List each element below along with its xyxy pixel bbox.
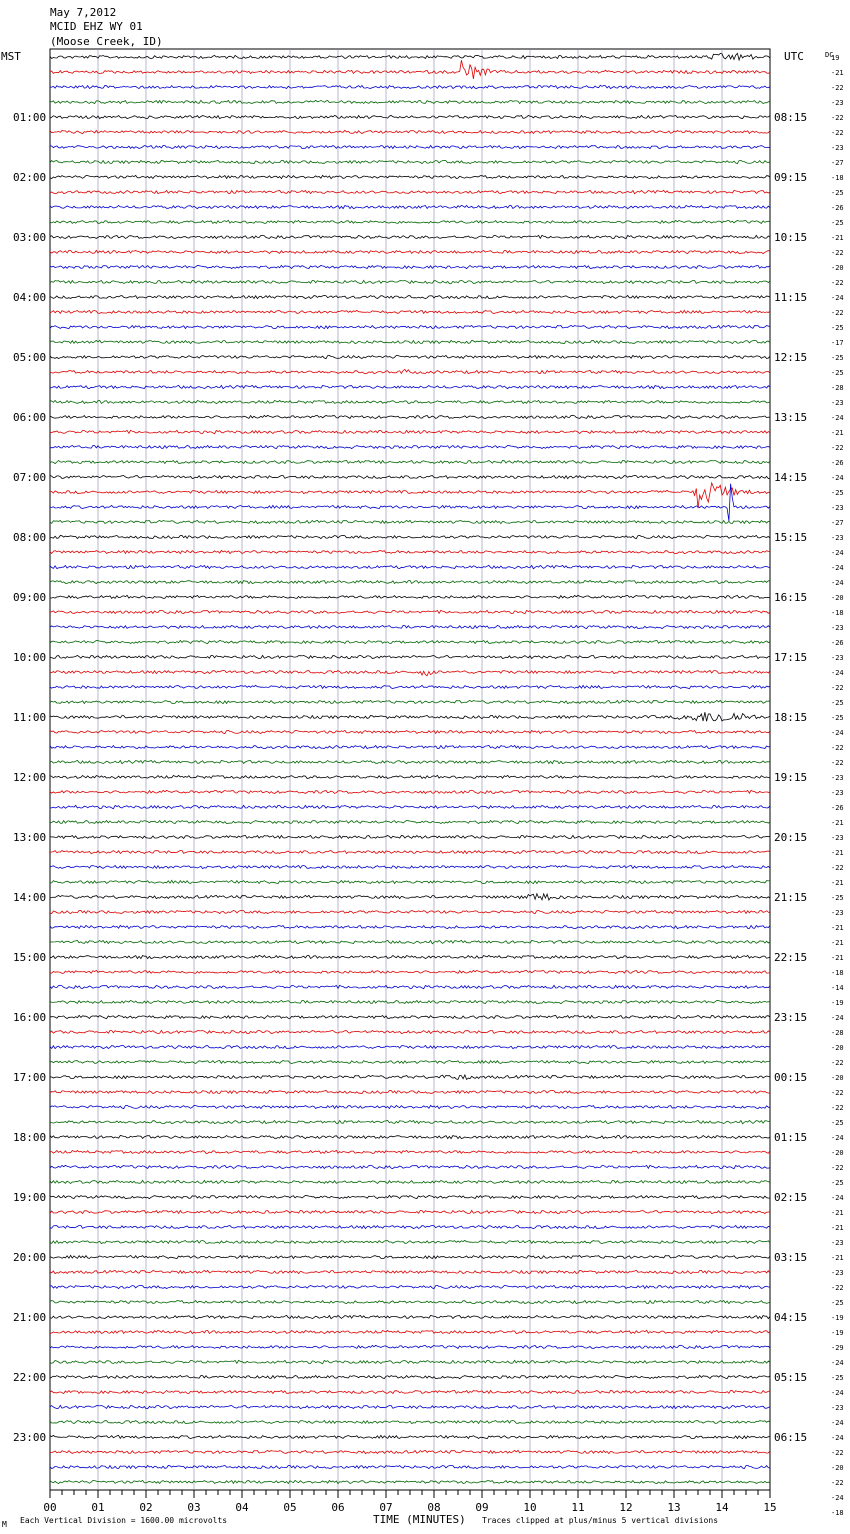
utc-hour-label: 23:15 xyxy=(774,1011,808,1024)
dc-offset-label: -20 xyxy=(831,594,844,602)
trace-15 xyxy=(50,280,770,283)
trace-14 xyxy=(50,265,770,268)
dc-offset-label: -21 xyxy=(831,954,844,962)
trace-65 xyxy=(50,1030,770,1033)
trace-72 xyxy=(50,1135,770,1138)
trace-54 xyxy=(50,865,770,868)
plot-frame xyxy=(50,49,770,1490)
trace-28 xyxy=(50,475,770,478)
utc-hour-label: 04:15 xyxy=(774,1311,808,1324)
dc-offset-label: -24 xyxy=(831,1134,844,1142)
trace-66 xyxy=(50,1046,770,1049)
header-station: MCID EHZ WY 01 xyxy=(50,20,143,33)
trace-26 xyxy=(50,445,770,448)
dc-offset-label: 19 xyxy=(831,54,840,62)
trace-4 xyxy=(50,116,770,119)
footer-corner-mark: M xyxy=(2,1520,7,1529)
dc-offset-label: -21 xyxy=(831,429,844,437)
trace-60 xyxy=(50,955,770,958)
dc-offset-label: -20 xyxy=(831,1044,844,1052)
trace-2 xyxy=(50,85,770,88)
trace-11 xyxy=(50,220,770,223)
trace-79 xyxy=(50,1240,770,1243)
dc-label: DC xyxy=(825,51,834,59)
x-tick-label: 02 xyxy=(139,1501,153,1514)
dc-offset-label: -19 xyxy=(831,1329,844,1337)
trace-76 xyxy=(50,1195,770,1198)
x-tick-label: 07 xyxy=(379,1501,393,1514)
dc-offset-label: -22 xyxy=(831,759,844,767)
mst-hour-label: 08:00 xyxy=(13,531,47,544)
x-tick-label: 09 xyxy=(475,1501,489,1514)
trace-52 xyxy=(50,835,770,838)
dc-offset-label: -24 xyxy=(831,1194,844,1202)
dc-offset-label: -25 xyxy=(831,714,844,722)
utc-hour-label: 01:15 xyxy=(774,1131,808,1144)
dc-offset-label: -25 xyxy=(831,369,844,377)
dc-offset-label: -26 xyxy=(831,804,844,812)
utc-hour-label: 20:15 xyxy=(774,831,808,844)
dc-offset-label: -24 xyxy=(831,1359,844,1367)
dc-offset-label: -21 xyxy=(831,1209,844,1217)
trace-82 xyxy=(50,1285,770,1288)
dc-offset-label: -18 xyxy=(831,1509,844,1517)
utc-hour-label: 13:15 xyxy=(774,411,808,424)
utc-hour-label: 14:15 xyxy=(774,471,808,484)
mst-hour-label: 16:00 xyxy=(13,1011,47,1024)
utc-hour-label: 08:15 xyxy=(774,111,808,124)
mst-hour-label: 04:00 xyxy=(13,291,47,304)
trace-73 xyxy=(50,1150,770,1153)
trace-49 xyxy=(50,790,770,793)
utc-hour-label: 21:15 xyxy=(774,891,808,904)
utc-hour-label: 18:15 xyxy=(774,711,808,724)
dc-offset-label: -24 xyxy=(831,1494,844,1502)
utc-hour-label: 06:15 xyxy=(774,1431,808,1444)
footer-vertical-division: Each Vertical Division = 1600.00 microvolts xyxy=(20,1516,228,1525)
dc-offset-label: -22 xyxy=(831,249,844,257)
trace-92 xyxy=(50,1435,770,1438)
dc-offset-label: -26 xyxy=(831,639,844,647)
trace-16 xyxy=(50,296,770,299)
dc-offset-label: -24 xyxy=(831,1419,844,1427)
dc-offset-label: -22 xyxy=(831,1284,844,1292)
dc-offset-label: -18 xyxy=(831,969,844,977)
dc-offset-label: -22 xyxy=(831,864,844,872)
dc-offset-label: -22 xyxy=(831,84,844,92)
trace-71 xyxy=(50,1120,770,1123)
dc-offset-label: -24 xyxy=(831,579,844,587)
dc-offset-label: -22 xyxy=(831,1479,844,1487)
dc-offset-label: -20 xyxy=(831,264,844,272)
mst-hour-label: 15:00 xyxy=(13,951,47,964)
mst-hour-label: 23:00 xyxy=(13,1431,47,1444)
utc-hour-label: 15:15 xyxy=(774,531,808,544)
trace-78 xyxy=(50,1226,770,1229)
trace-88 xyxy=(50,1375,770,1378)
dc-offset-label: -21 xyxy=(831,939,844,947)
dc-offset-label: -24 xyxy=(831,669,844,677)
trace-29 xyxy=(50,483,770,508)
x-tick-label: 15 xyxy=(763,1501,777,1514)
mst-hour-label: 03:00 xyxy=(13,231,47,244)
dc-offset-label: -29 xyxy=(831,1344,844,1352)
dc-offset-label: -23 xyxy=(831,1269,844,1277)
utc-hour-label: 19:15 xyxy=(774,771,808,784)
dc-offset-label: -25 xyxy=(831,699,844,707)
right-axis-label: UTC xyxy=(784,50,804,63)
trace-12 xyxy=(50,235,770,238)
mst-hour-label: 10:00 xyxy=(13,651,47,664)
dc-offset-label: -21 xyxy=(831,849,844,857)
trace-55 xyxy=(50,880,770,883)
dc-offset-label: -24 xyxy=(831,294,844,302)
trace-89 xyxy=(50,1390,770,1393)
trace-38 xyxy=(50,626,770,629)
trace-93 xyxy=(50,1450,770,1453)
dc-offset-label: -24 xyxy=(831,414,844,422)
trace-41 xyxy=(50,671,770,676)
trace-17 xyxy=(50,310,770,313)
mst-hour-label: 21:00 xyxy=(13,1311,47,1324)
dc-offset-label: -25 xyxy=(831,1119,844,1127)
dc-offset-label: -26 xyxy=(831,204,844,212)
dc-offset-label: -22 xyxy=(831,129,844,137)
trace-87 xyxy=(50,1360,770,1363)
dc-offset-label: -23 xyxy=(831,534,844,542)
mst-hour-label: 13:00 xyxy=(13,831,47,844)
utc-hour-label: 22:15 xyxy=(774,951,808,964)
trace-77 xyxy=(50,1210,770,1213)
trace-85 xyxy=(50,1330,770,1333)
trace-30 xyxy=(50,484,770,521)
trace-43 xyxy=(50,700,770,703)
dc-offset-label: -25 xyxy=(831,354,844,362)
utc-hour-label: 03:15 xyxy=(774,1251,808,1264)
x-tick-label: 01 xyxy=(91,1501,105,1514)
dc-offset-label: -25 xyxy=(831,894,844,902)
trace-23 xyxy=(50,400,770,403)
trace-9 xyxy=(50,190,770,193)
trace-84 xyxy=(50,1315,770,1318)
x-tick-label: 05 xyxy=(283,1501,297,1514)
dc-offset-label: -22 xyxy=(831,279,844,287)
trace-61 xyxy=(50,970,770,973)
mst-hour-label: 18:00 xyxy=(13,1131,47,1144)
trace-63 xyxy=(50,1000,770,1003)
utc-hour-label: 16:15 xyxy=(774,591,808,604)
dc-offset-label: -25 xyxy=(831,1179,844,1187)
mst-hour-label: 17:00 xyxy=(13,1071,47,1084)
trace-36 xyxy=(50,595,770,598)
trace-21 xyxy=(50,369,770,373)
trace-69 xyxy=(50,1090,770,1093)
utc-hour-label: 11:15 xyxy=(774,291,808,304)
dc-offset-label: -23 xyxy=(831,144,844,152)
trace-24 xyxy=(50,415,770,418)
dc-offset-label: -25 xyxy=(831,1374,844,1382)
utc-hour-label: 17:15 xyxy=(774,651,808,664)
dc-offset-label: -24 xyxy=(831,1389,844,1397)
trace-8 xyxy=(50,175,770,178)
dc-offset-label: -28 xyxy=(831,1029,844,1037)
dc-offset-label: -21 xyxy=(831,69,844,77)
trace-50 xyxy=(50,805,770,808)
trace-51 xyxy=(50,820,770,823)
utc-hour-label: 09:15 xyxy=(774,171,808,184)
dc-offset-label: -24 xyxy=(831,1434,844,1442)
trace-44 xyxy=(50,712,770,721)
trace-1 xyxy=(50,60,770,79)
trace-22 xyxy=(50,385,770,388)
dc-offset-label: -25 xyxy=(831,189,844,197)
x-tick-label: 04 xyxy=(235,1501,249,1514)
trace-13 xyxy=(50,250,770,253)
utc-hour-label: 02:15 xyxy=(774,1191,808,1204)
dc-offset-label: -21 xyxy=(831,924,844,932)
trace-39 xyxy=(50,640,770,643)
dc-offset-label: -14 xyxy=(831,984,844,992)
dc-offset-label: -23 xyxy=(831,1404,844,1412)
footer-clip-note: Traces clipped at plus/minus 5 vertical divisions xyxy=(482,1516,719,1525)
trace-45 xyxy=(50,730,770,733)
trace-74 xyxy=(50,1165,770,1168)
trace-31 xyxy=(50,520,770,523)
mst-hour-label: 14:00 xyxy=(13,891,47,904)
trace-27 xyxy=(50,460,770,463)
mst-hour-label: 06:00 xyxy=(13,411,47,424)
dc-offset-labels xyxy=(831,54,844,1517)
dc-offset-label: -24 xyxy=(831,1014,844,1022)
trace-40 xyxy=(50,655,770,658)
trace-53 xyxy=(50,851,770,854)
trace-32 xyxy=(50,535,770,538)
utc-hour-label: 10:15 xyxy=(774,231,808,244)
trace-67 xyxy=(50,1060,770,1063)
dc-offset-label: -22 xyxy=(831,444,844,452)
trace-58 xyxy=(50,925,770,928)
dc-offset-label: -21 xyxy=(831,1224,844,1232)
utc-hour-label: 00:15 xyxy=(774,1071,808,1084)
dc-offset-label: -20 xyxy=(831,1074,844,1082)
mst-hour-label: 05:00 xyxy=(13,351,47,364)
dc-offset-label: -18 xyxy=(831,174,844,182)
dc-offset-label: -23 xyxy=(831,654,844,662)
dc-offset-label: -22 xyxy=(831,1059,844,1067)
trace-46 xyxy=(50,746,770,749)
dc-offset-label: -22 xyxy=(831,684,844,692)
dc-offset-label: -23 xyxy=(831,774,844,782)
trace-95 xyxy=(50,1480,770,1483)
dc-offset-label: -20 xyxy=(831,1149,844,1157)
dc-offset-label: -19 xyxy=(831,1314,844,1322)
trace-7 xyxy=(50,160,770,163)
trace-48 xyxy=(50,775,770,778)
dc-offset-label: -27 xyxy=(831,159,844,167)
dc-offset-label: -23 xyxy=(831,624,844,632)
trace-25 xyxy=(50,430,770,433)
dc-offset-label: -25 xyxy=(831,489,844,497)
mst-hour-label: 01:00 xyxy=(13,111,47,124)
x-tick-label: 13 xyxy=(667,1501,681,1514)
trace-91 xyxy=(50,1421,770,1424)
trace-47 xyxy=(50,760,770,763)
dc-offset-label: -19 xyxy=(831,999,844,1007)
trace-86 xyxy=(50,1345,770,1348)
dc-offset-label: -24 xyxy=(831,474,844,482)
trace-62 xyxy=(50,985,770,988)
dc-offset-label: -23 xyxy=(831,399,844,407)
header-date: May 7,2012 xyxy=(50,6,117,19)
dc-offset-label: -22 xyxy=(831,114,844,122)
x-tick-label: 06 xyxy=(331,1501,345,1514)
trace-57 xyxy=(50,910,770,913)
dc-offset-label: -21 xyxy=(831,1254,844,1262)
trace-42 xyxy=(50,685,770,688)
trace-5 xyxy=(50,130,770,133)
mst-hour-label: 22:00 xyxy=(13,1371,47,1384)
trace-70 xyxy=(50,1105,770,1108)
trace-56 xyxy=(50,894,770,900)
dc-offset-label: -22 xyxy=(831,744,844,752)
dc-offset-label: -23 xyxy=(831,504,844,512)
trace-80 xyxy=(50,1255,770,1258)
dc-offset-label: -21 xyxy=(831,879,844,887)
dc-offset-label: -23 xyxy=(831,1239,844,1247)
trace-18 xyxy=(50,325,770,328)
dc-offset-label: -24 xyxy=(831,549,844,557)
trace-6 xyxy=(50,146,770,149)
trace-68 xyxy=(50,1075,770,1080)
x-tick-label: 03 xyxy=(187,1501,201,1514)
dc-offset-label: -20 xyxy=(831,1464,844,1472)
dc-offset-label: -21 xyxy=(831,819,844,827)
dc-offset-label: -23 xyxy=(831,99,844,107)
dc-offset-label: -24 xyxy=(831,564,844,572)
x-axis-title: TIME (MINUTES) xyxy=(373,1513,466,1526)
trace-59 xyxy=(50,940,770,943)
dc-offset-label: -23 xyxy=(831,789,844,797)
dc-offset-label: -25 xyxy=(831,324,844,332)
x-tick-label: 08 xyxy=(427,1501,441,1514)
dc-offset-label: -22 xyxy=(831,1089,844,1097)
dc-offset-label: -22 xyxy=(831,1104,844,1112)
dc-offset-label: -23 xyxy=(831,834,844,842)
trace-37 xyxy=(50,610,770,613)
dc-offset-label: -24 xyxy=(831,729,844,737)
x-axis xyxy=(43,1490,776,1514)
mst-hour-label: 11:00 xyxy=(13,711,47,724)
x-tick-label: 14 xyxy=(715,1501,729,1514)
trace-81 xyxy=(50,1270,770,1273)
trace-75 xyxy=(50,1180,770,1183)
dc-offset-label: -22 xyxy=(831,1449,844,1457)
trace-94 xyxy=(50,1465,770,1468)
dc-offset-label: -25 xyxy=(831,1299,844,1307)
dc-offset-label: -25 xyxy=(831,219,844,227)
trace-83 xyxy=(50,1301,770,1304)
left-axis-label: MST xyxy=(1,50,21,63)
trace-20 xyxy=(50,355,770,358)
utc-hour-label: 12:15 xyxy=(774,351,808,364)
trace-35 xyxy=(50,580,770,583)
dc-offset-label: -28 xyxy=(831,384,844,392)
mst-hour-label: 09:00 xyxy=(13,591,47,604)
dc-offset-label: -18 xyxy=(831,609,844,617)
dc-offset-label: -22 xyxy=(831,309,844,317)
mst-hour-label: 02:00 xyxy=(13,171,47,184)
mst-hour-label: 12:00 xyxy=(13,771,47,784)
utc-hour-labels xyxy=(774,111,807,1444)
mst-hour-labels xyxy=(13,111,46,1444)
trace-33 xyxy=(50,550,770,553)
dc-offset-label: -17 xyxy=(831,339,844,347)
trace-90 xyxy=(50,1405,770,1408)
utc-hour-label: 05:15 xyxy=(774,1371,808,1384)
x-tick-label: 10 xyxy=(523,1501,537,1514)
trace-10 xyxy=(50,205,770,208)
trace-19 xyxy=(50,340,770,343)
header-location: (Moose Creek, ID) xyxy=(50,35,163,48)
x-tick-label: 12 xyxy=(619,1501,633,1514)
mst-hour-label: 20:00 xyxy=(13,1251,47,1264)
trace-group xyxy=(50,53,770,1483)
dc-offset-label: -26 xyxy=(831,459,844,467)
mst-hour-label: 19:00 xyxy=(13,1191,47,1204)
dc-offset-label: -23 xyxy=(831,909,844,917)
trace-3 xyxy=(50,100,770,103)
trace-34 xyxy=(50,565,770,568)
minute-grid xyxy=(98,49,722,1490)
x-tick-label: 00 xyxy=(43,1501,57,1514)
trace-64 xyxy=(50,1015,770,1018)
dc-offset-label: -27 xyxy=(831,519,844,527)
x-tick-label: 11 xyxy=(571,1501,585,1514)
trace-0 xyxy=(50,53,770,60)
dc-offset-label: -21 xyxy=(831,234,844,242)
mst-hour-label: 07:00 xyxy=(13,471,47,484)
dc-offset-label: -22 xyxy=(831,1164,844,1172)
